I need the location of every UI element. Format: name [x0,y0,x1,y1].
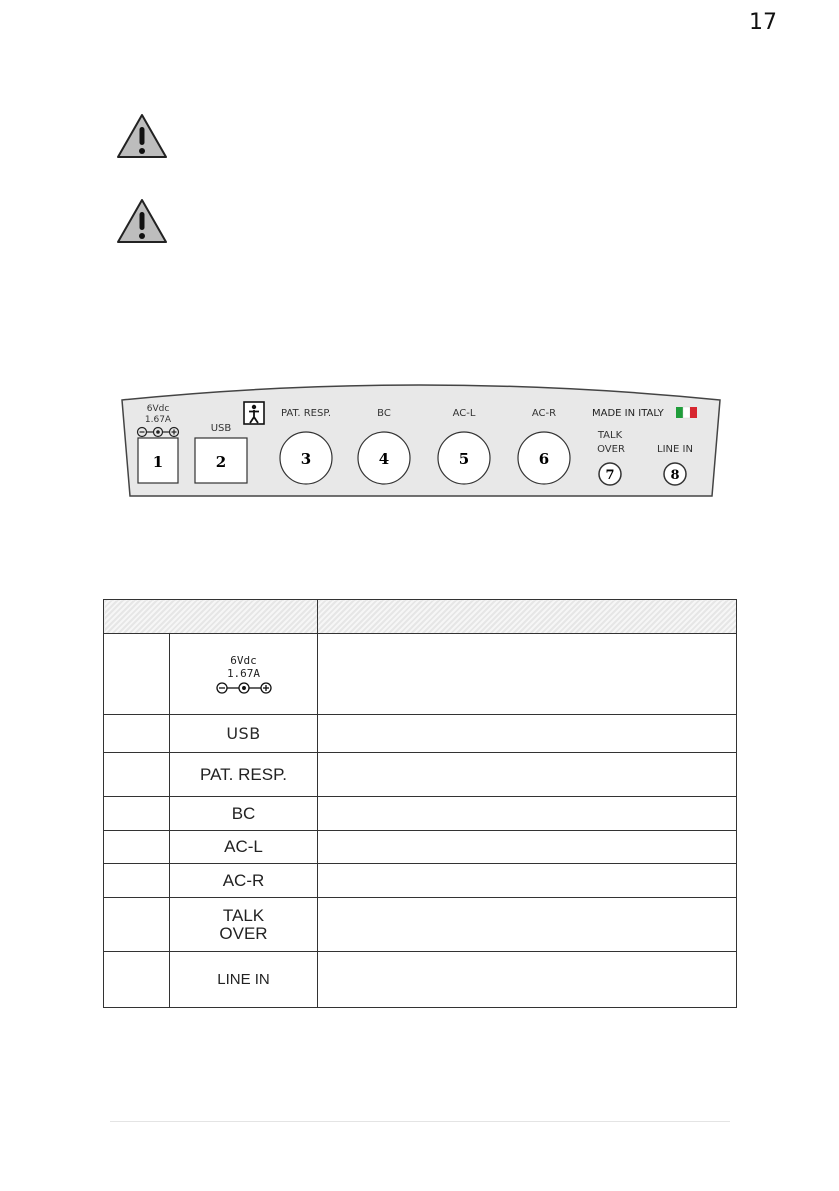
table-cell-symbol [170,864,318,898]
acr-symbol: AC-R [222,870,265,890]
table-cell-description [318,634,737,715]
connector-number-4: 4 [378,450,390,468]
acl-label: AC-L [452,408,476,419]
table-cell-number [104,952,170,1008]
table-row [104,753,737,797]
connector-number-5: 5 [458,450,470,468]
connector-number-6: 6 [538,450,550,468]
power-current-label: 1.67A [144,415,172,425]
connector-number-7: 7 [605,468,615,483]
made-in-italy-label: MADE IN ITALY [592,408,664,419]
page-number: 17 [749,10,777,35]
footer-divider [110,1121,730,1122]
table-row [104,634,737,715]
line-in-label: LINE IN [657,444,693,455]
connector-number-3: 3 [300,450,312,468]
table-cell-symbol [170,831,318,864]
table-cell-number [104,831,170,864]
table-cell-symbol [170,952,318,1008]
table-header-cell [104,600,318,634]
table-cell-description [318,952,737,1008]
table-cell-number [104,753,170,797]
table-cell-description [318,753,737,797]
table-cell-symbol [170,715,318,753]
warning-triangle-icon [116,198,168,244]
connector-number-8: 8 [670,468,680,483]
usb-label: USB [210,423,232,434]
connector-table [103,599,737,1008]
dc-polarity-icon [214,681,274,695]
power-current-symbol: 1.67A [226,666,261,680]
table-cell-description [318,898,737,952]
acr-label: AC-R [531,408,557,419]
table-cell-symbol [170,898,318,952]
talk-over-label-line1: TALK [597,430,623,441]
table-header-row [104,600,737,634]
table-row [104,864,737,898]
power-voltage-symbol: 6Vdc [230,653,257,667]
rear-panel-illustration [118,378,730,504]
table-row [104,797,737,831]
table-cell-number [104,715,170,753]
talk-over-symbol-line1: TALK [222,905,265,925]
table-cell-description [318,831,737,864]
table-cell-number [104,864,170,898]
connector-number-2: 2 [215,453,227,471]
talk-over-label-line2: OVER [597,444,625,455]
table-cell-symbol [170,797,318,831]
bc-label: BC [377,408,391,419]
pat-resp-symbol: PAT. RESP. [200,764,287,784]
line-in-symbol: LINE IN [217,970,270,988]
pat-resp-label: PAT. RESP. [281,408,331,419]
italy-flag-icon [676,407,697,418]
table-row [104,831,737,864]
table-cell-number [104,898,170,952]
bc-symbol: BC [231,803,256,823]
table-row [104,952,737,1008]
table-row [104,898,737,952]
table-row [104,715,737,753]
warning-triangle-icon [116,113,168,159]
power-voltage-label: 6Vdc [146,404,170,414]
connector-number-1: 1 [152,453,164,471]
usb-symbol: USB [226,723,261,743]
table-cell-description [318,715,737,753]
table-cell-symbol [170,634,318,715]
table-header-cell [318,600,737,634]
acl-symbol: AC-L [224,837,263,856]
table-cell-number [104,797,170,831]
body-type-b-icon [244,402,264,424]
table-cell-description [318,797,737,831]
talk-over-symbol-line2: OVER [219,923,268,943]
table-cell-symbol [170,753,318,797]
table-cell-number [104,634,170,715]
table-cell-description [318,864,737,898]
